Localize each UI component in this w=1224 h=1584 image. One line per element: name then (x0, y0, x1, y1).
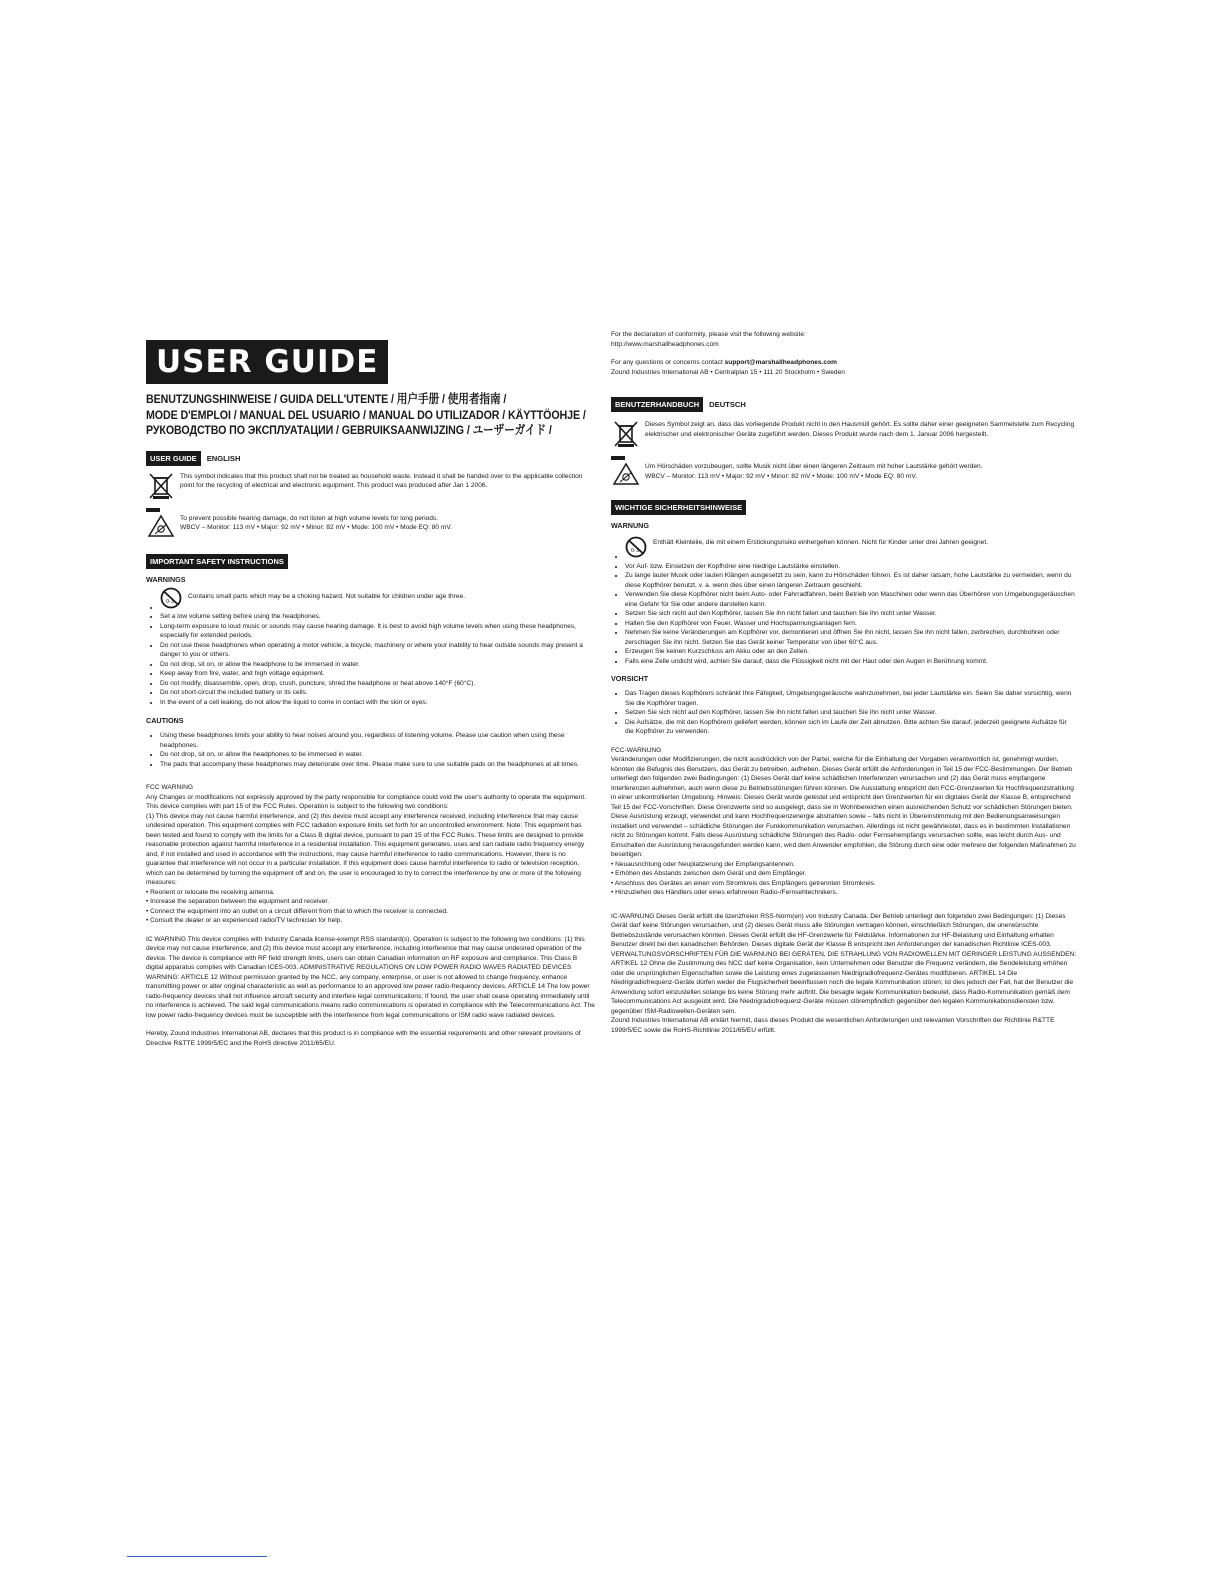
contact-text: For any questions or concerns contact (611, 359, 723, 366)
safety-header (611, 500, 1077, 515)
ic-section (146, 935, 596, 1021)
list-item (625, 536, 1077, 562)
section-label: USER GUIDE (146, 451, 201, 466)
list-item: • Erzeugen Sie keinen Kurzschluss am Akku oder an den Zellen. (625, 647, 1077, 657)
language-line: BENUTZUNGSHINWEISE / GUIDA DELL'UTENTE / 用户手册 / 使用者指南 / (146, 392, 507, 406)
fcc-measure: • Neuausrichtung oder Neuplatzierung der Empfangsantennen. (611, 860, 795, 868)
cautions-list (611, 689, 1077, 737)
fcc-measure: • Reorient or relocate the receiving antenna. (146, 888, 275, 896)
section-header-german (611, 397, 1077, 412)
choke-text: Enthält Kleinteile, die mit einem Erstickungsrisiko einhergehen können. Nicht für Kinder unter drei Jahren geeignet. (653, 539, 989, 546)
list-item: • Set a low volume setting before using the headphones. (160, 612, 596, 622)
cautions-heading: VORSICHT (611, 674, 649, 683)
no-small-parts-icon (160, 587, 184, 613)
list-item: • Do not drop, sit on, or allow the headphone to be immersed in water. (160, 660, 596, 670)
hearing-warning-triangle-icon (611, 462, 641, 492)
hearing-text: Um Hörschäden vorzubeugen, sollte Musik nicht über einen längeren Zeitraum mit hoher Lautstärke gehört werden. (645, 463, 983, 470)
list-item: • Do not use these headphones when operating a motor vehicle, a bicycle, machinery or where your inability to hear outside sounds may present a danger to you or others. (160, 641, 596, 660)
crossed-out-bin-icon (611, 420, 641, 450)
fcc-heading: FCC WARNING (146, 784, 194, 791)
list-item: • Verwenden Sie diese Kopfhörer nicht beim Auto- oder Fahrradfahren, beim Betrieb von Maschinen oder wenn das Überhören von Umgebungsgeräuschen eine Gefahr für Sie oder andere darstellen kann. (625, 590, 1077, 609)
weee-notice (146, 472, 596, 502)
warnings-list (146, 587, 596, 708)
fcc-section (611, 746, 1077, 898)
fcc-section (146, 783, 596, 926)
user-guide-title: USER GUIDE (146, 340, 388, 384)
list-item: • Setzen Sie sich nicht auf den Kopfhörer, lassen Sie ihn nicht fallen und tauchen Sie ihn nicht unter Wasser. (625, 609, 1077, 619)
safety-label: WICHTIGE SICHERHEITSHINWEISE (611, 500, 746, 515)
list-item: • Do not drop, sit on, or allow the headphones to be immersed in water. (160, 750, 596, 760)
warnings-list (611, 536, 1077, 666)
list-item: • Das Tragen dieses Kopfhörers schränkt Ihre Fähigkeit, Umgebungsgeräusche wahrzunehmen, bei jeder Lautstärke ein. Seien Sie daher vorsichtig, wenn Sie die Kopfhörer tragen. (625, 689, 1077, 708)
list-item: • Zu lange lauter Musik oder lauten Klängen ausgesetzt zu sein, kann zu Hörschäden führen. Es ist daher ratsam, hohe Lautstärke zu vermeiden, wenn du diese Kopfhörer benutzt, v. a. wenn dies über einen längeren Zeitraum geschieht. (625, 571, 1077, 590)
hearing-notice (611, 462, 1077, 492)
no-small-parts-icon (625, 536, 649, 562)
list-item: • In the event of a cell leaking, do not allow the liquid to come in contact with the skin or eyes. (160, 698, 596, 708)
svg-text:0-3: • 0-3 (166, 598, 175, 605)
language-line: MODE D'EMPLOI / MANUAL DEL USUARIO / MANUAL DO UTILIZADOR / KÄYTTÖOHJE / (146, 407, 586, 422)
fcc-measure: • Connect the equipment into an outlet on a circuit different from that to which the receiver is connected. (146, 907, 449, 915)
list-item: • Setzen Sie sich nicht auf den Kopfhörer, lassen Sie ihn nicht fallen und tauchen Sie ihn nicht unter Wasser. (625, 708, 1077, 718)
fcc-measure: • Anschluss des Gerätes an einen vom Stromkreis des Empfängers getrennten Stromkreis. (611, 879, 876, 887)
list-item: • Long-term exposure to loud music or sounds may cause hearing damage. It is best to avoid high volume levels when using these headphones, especially for extended periods. (160, 622, 596, 641)
hearing-text-block (641, 462, 1077, 481)
list-item: • Nehmen Sie keine Veränderungen am Kopfhörer vor, demontieren und öffnen Sie ihn nicht, lassen Sie ihn nicht fallen, zerbrechen, durchbohren oder zerschlagen Sie ihn nicht. Setzen Sie das Gerät keiner Temperatur von über 60°C aus. (625, 628, 1077, 647)
fcc-text: Any Changes or modifications not expressly approved by the party responsible for compliance could void the user's authority to operate the equipment. This device complies with part 15 of the FCC Rules. Operation is subject to the following two conditions: (146, 793, 586, 810)
conformity-url[interactable]: http://www.marshallheadphones.com (611, 340, 719, 348)
ic-text: IC-WARNUNG Dieses Gerät erfüllt die lizenzfreien RSS-Norm(en) von Industry Canada. Der Betrieb unterliegt den folgenden zwei Bedingungen: (1) Dieses Gerät darf keine Störungen verursachen, und (2) dieses Gerät muss alle Störungen vertragen können, einschließlich Störungen, die unerwünschte Betriebszustände verursachen könnten. Dieses Gerät erfüllt die HF-Grenzwerte für Feldstärke. Informationen zur HF-Belastung und Einhaltung erhalten Benutzer direkt bei den kanadischen Behörden. Dieses digitale Gerät der Klasse B entspricht den Anforderungen der kanadischen Richtlinie ICES-003. VERWALTUNGSVORSCHRIFTEN FÜR DIE WARNUNG BEI GERÄTEN, DIE STRAHLUNG VON RADIOWELLEN MIT GERINGER LEISTUNG AUSSENDEN: ARTIKEL 12 Ohne die Zustimmung des NCC darf keine Organisation, kein Unternehmen oder Benutzer die Frequenz verändern, die Sendeleistung erhöhen oder die ursprünglichen Eigenschaften sowie die Leistung eines zugelassenen Niedrigradiofrequenz-Gerätes modifizieren. ARTIKEL 14 Die Niedrigradiofrequenz-Geräte dürfen weder die Flugsicherheit beeinflussen noch die legale Kommunikation stören; ist dies jedoch der Fall, hat der Benutzer die Anwendung sofort einzustellen solange bis keine Störung mehr auftritt. Die besagte legale Kommunikation bedeutet, dass Radio-Kommunikation gemäß dem Telecommunications Act ausgeübt wird. Die Niedrigradiofrequenz-Geräte müssen störempfindlich gegenüber den legalen Kommunikationsdiensten bzw. gegenüber ISM-Radiowellen-Geräten sein. (611, 912, 1077, 1015)
ic-text: IC WARNING This device complies with Industry Canada license-exempt RSS standard(s). Operation is subject to the following two conditions: (1) this device may not cause interference, and (2) this device must accept any interference, including interference that may cause undesired operation of the device. The device is compliance with RF field strength limits, users can obtain Canadian information on RF exposure and compliance. This Class B digital apparatus complies with Canadian ICES-003. ADMINISTRATIVE REGULATIONS ON LOW POWER RADIO WAVES RADIATED DEVICES WARNING: ARTICLE 12 Without permission granted by the NCC, any company, enterprise, or user is not allowed to change frequency, enhance transmitting power or alter original characteristic as well as performance to an approved low power radio-frequency devices. ARTICLE 14 The low power radio-frequency devices shall not influence aircraft security and interfere legal communications; If found, the user shall cease operating immediately until no interference is achieved. The said legal communications means radio communications is operated in compliance with the Telecommunications Act. The low power radio-frequency devices must be susceptible with the interference from legal communications or ISM radio wave radiated devices. (146, 935, 595, 1019)
ic-section (611, 912, 1077, 1036)
german-column (611, 330, 1077, 1035)
hearing-values: WBCV – Monitor: 113 mV • Major: 92 mV • Minor: 82 mV • Mode: 100 mV • Mode EQ: 80 mV. (180, 524, 452, 531)
hearing-warning-triangle-icon (146, 514, 176, 544)
contact-line (611, 358, 1077, 368)
language-list (146, 392, 593, 439)
section-header-english (146, 451, 596, 466)
list-item: • Do not modify, disassemble, open, drop, crush, puncture, shred the headphone or heat above 140°F (60°C). (160, 679, 596, 689)
section-language: DEUTSCH (709, 400, 746, 409)
fcc-text-conditions: (1) This device may not cause harmful interference, and (2) this device must accept any interference received, including interference that may cause undesired operation. This equipment complies with FCC radiation exposure limits set forth for an uncontrolled environment. Note: This equipment has been tested and found to comply with the limits for a Class B digital device, pursuant to part 15 of the FCC Rules. These limits are designed to provide reasonable protection against harmful interference in a residential installation. This equipment generates, uses and can radiate radio frequency energy and, if not installed and used in accordance with the instructions, may cause harmful interference to radio communications. However, there is no guarantee that interference will not occur in a particular installation. If this equipment does cause harmful interference to radio or television reception, which can be determined by turning the equipment off and on, the user is encouraged to try to correct the interference by one or more of the following measures: (146, 812, 585, 886)
declaration-text: Hereby, Zound Industries International AB, declares that this product is in compliance with the essential requirements and other relevant provisions of Directive R&TTE 1999/5/EC and the RoHS directive 2011/65/EU. (146, 1030, 581, 1047)
fcc-text: Veränderungen oder Modifizierungen, die nicht ausdrücklich von der Partei, welche für die Einhaltung der Vorgaben verantwortlich ist, genehmigt wurden, könnten die Befugnis des Benutzers, das Gerät zu betreiben, aufheben. Dieses Gerät erfüllt die Anforderungen in Teil 15 der FCC-Bestimmungen. Der Betrieb unterliegt den folgenden zwei Bedingungen: (1) Dieses Gerät darf keine schädlichen Interferenzen verursachen und (2) das Gerät muss empfangene Interferenzen aufnehmen, auch wenn diese zu Betriebsstörungen führen können. Die Ausstattung entspricht den FCC-Grenzwerten für Hochfrequenzstrahlung in einer unkontrollierten Umgebung. Hinweis: Dieses Gerät wurde getestet und entspricht den Grenzwerten für ein digitales Gerät der Klasse B, entsprechend Teil 15 der FCC-Vorschriften. Diese Grenzwerte sind so ausgelegt, dass sie in Wohnbereichen einen ausreichenden Schutz vor schädlichen Störungen bieten. Diese Ausrüstung erzeugt, verwendet und kann Hochfrequenzenergie abstrahlen sowie – falls nicht in Übereinstimmung mit den Bedienungsanweisungen installiert und verwendet – schädliche Störungen der Funkkommunikation verursachen. Allerdings ist nicht gewährleistet, dass es in bestimmten Installationen nicht zu Störungen kommt. Falls diese Ausrüstung schädliche Störungen des Radio- oder Fernsehempfangs verursachen sollte, was leicht durch Aus- und Einschalten der Ausrüstung herausgefunden werden kann, wird dem Anwender empfohlen, die Störung durch eine oder mehrere der folgenden Maßnahmen zu beseitigen: (611, 756, 1076, 858)
english-column (146, 336, 596, 1048)
crossed-out-bin-icon (146, 472, 176, 502)
page-bottom-rule (127, 1556, 267, 1557)
address-text: Zound Industries International AB • Centralplan 15 • 111 20 Stockholm • Sweden (611, 368, 845, 376)
safety-label: IMPORTANT SAFETY INSTRUCTIONS (146, 554, 288, 569)
list-item: • The pads that accompany these headphones may deteriorate over time. Please make sure to use suitable pads on the headphones at all times. (160, 760, 596, 770)
hearing-values: WBCV – Monitor: 113 mV • Major: 92 mV • Minor: 82 mV • Mode: 100 mV • Mode EQ: 80 mV. (645, 472, 917, 480)
fcc-measure: • Erhöhen des Abstands zwischen dem Gerät und dem Empfänger. (611, 870, 807, 877)
hearing-text-block (176, 514, 596, 533)
cautions-heading: CAUTIONS (146, 716, 184, 725)
divider-bar (611, 456, 625, 460)
hearing-text: To prevent possible hearing damage, do not listen at high volume levels for long periods. (180, 514, 439, 522)
list-item (160, 587, 596, 613)
cautions-list (146, 731, 596, 769)
section-language: ENGLISH (206, 453, 241, 463)
svg-text:0-3: • 0-3 (631, 548, 640, 554)
language-line: РУКОВОДСТВО ПО ЭКСПЛУАТАЦИИ / GEBRUIKSAANWIJZING / ユーザーガイド / (146, 423, 552, 437)
list-item: • Die Aufsätze, die mit den Kopfhörern geliefert werden, können sich im Laufe der Zeit abnutzen. Bitte achten Sie darauf, jederzeit geeignete Aufsätze für die Kopfhörer zu verwenden. (625, 718, 1077, 737)
fcc-measure: • Consult the dealer or an experienced radio/TV technician for help. (146, 917, 343, 924)
fcc-heading: FCC-WARNUNG (611, 746, 662, 754)
section-label: BENUTZERHANDBUCH (611, 397, 703, 412)
list-item: • Keep away from fire, water, and high voltage equipment. (160, 669, 596, 679)
list-item: • Falls eine Zelle undicht wird, achten Sie darauf, dass die Flüssigkeit nicht mit der Haut oder den Augen in Berührung kommt. (625, 657, 1077, 667)
hearing-notice (146, 514, 596, 544)
conformity-text: For the declaration of conformity, please visit the following website: (611, 331, 806, 338)
weee-text: This symbol indicates that this product shall not be treated as household waste. Instead it shall be handed over to the applicable collection point for the recycling of electrical and electronic equipment. This product was produced after Jan 1 2006. (180, 472, 583, 489)
declaration-text: Zound Industries International AB erklärt hiermit, dass dieses Produkt die wesentlichen Anforderungen und relevanten Vorschriften der Richtlinie R&TTE 1999/5/EC sowie die RoHS-Richtlinie 2011/65/EU erfüllt. (611, 1017, 1055, 1034)
contact-email[interactable]: support@marshallheadphones.com (724, 359, 837, 366)
warnings-heading: WARNUNG (611, 521, 649, 530)
choke-text: Contains small parts which may be a choking hazard. Not suitable for children under age three. (188, 592, 466, 600)
divider-bar (146, 508, 160, 512)
warnings-heading: WARNINGS (146, 574, 186, 584)
weee-notice (611, 420, 1077, 450)
fcc-measure: • Hinzuziehen des Händlers oder eines erfahrenen Radio-/Fernsehtechnikers. (611, 889, 838, 896)
declaration-section (146, 1029, 596, 1048)
safety-header (146, 554, 596, 569)
list-item: • Do not short-circuit the included battery or its cells. (160, 688, 596, 698)
list-item: • Vor Auf- bzw. Einsetzen der Kopfhörer eine niedrige Lautstärke einstellen. (625, 562, 1077, 572)
list-item: • Halten Sie den Kopfhörer von Feuer, Wasser und Hochspannungsanlagen fern. (625, 619, 1077, 629)
weee-text: Dieses Symbol zeigt an, dass das vorliegende Produkt nicht in den Hausmüll gehört. Es sollte daher einer geeigneten Sammelstelle zum Recycling elektrischer und elektronischer Geräte zugeführt werden. Dieses Produkt wurde nach dem 1. Januar 2006 hergestellt. (645, 421, 1075, 438)
list-item: • Using these headphones limits your ability to hear noises around you, regardless of listening volume. Please use caution when using these headphones. (160, 731, 596, 750)
fcc-measure: • Increase the separation between the equipment and receiver. (146, 898, 330, 905)
